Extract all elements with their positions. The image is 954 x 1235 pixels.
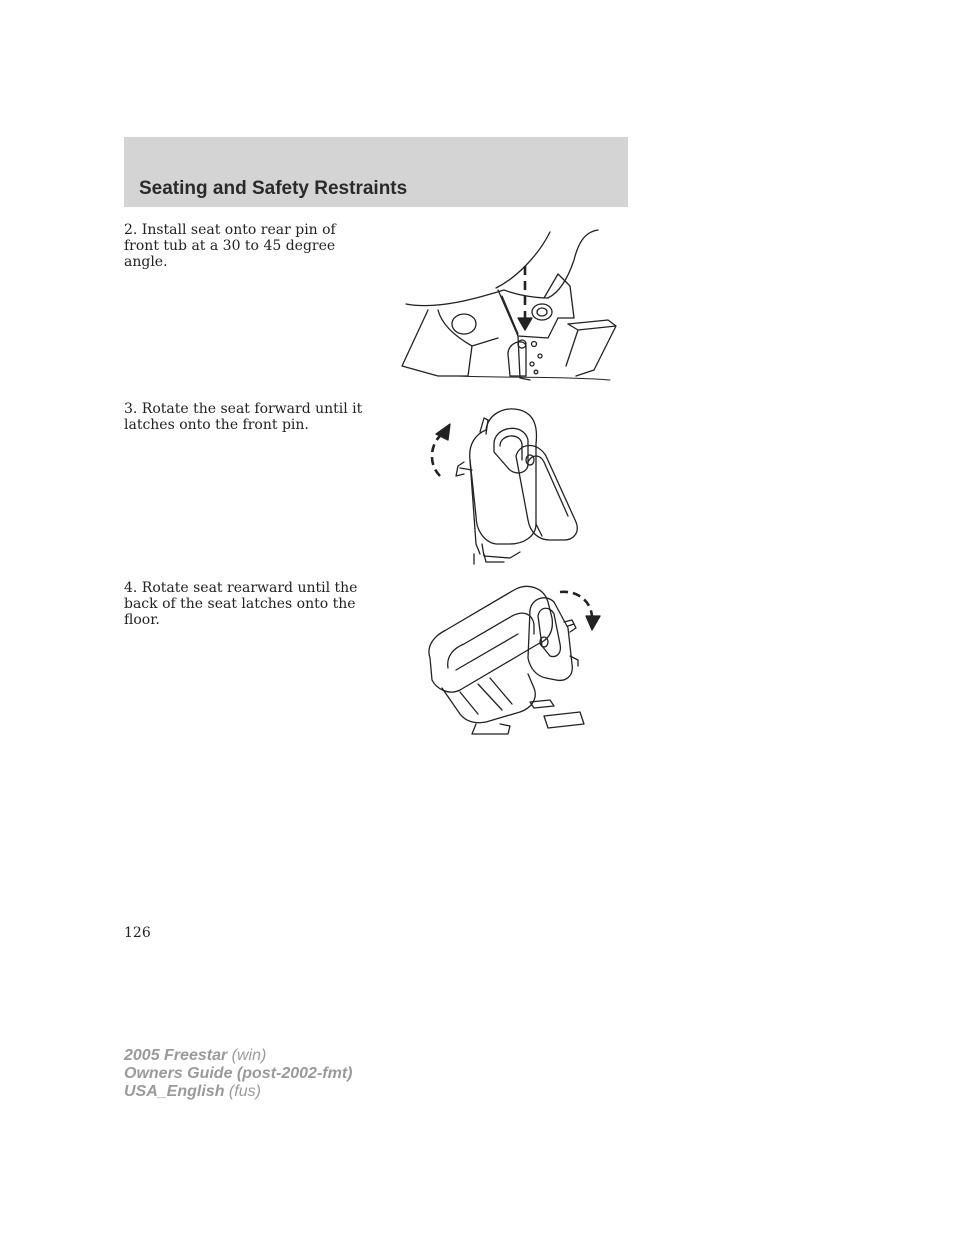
page-number: 126 [124,925,151,941]
footer-guide: Owners Guide (post-2002-fmt) [124,1065,353,1082]
footer-line-1 [124,1047,352,1065]
seat-rotate-forward-illustration [424,404,588,566]
footer-model: 2005 Freestar [124,1047,228,1064]
step-4-text: 4. Rotate seat rearward until the back of the seat latches onto the floor. [124,580,358,628]
footer-language: USA_English [124,1083,225,1100]
footer-model-code: (win) [231,1047,267,1064]
step-3-text: 3. Rotate the seat forward until it latches onto the front pin. [124,401,363,433]
footer-language-code: (fus) [228,1083,261,1100]
step-2-text: 2. Install seat onto rear pin of front tub at a 30 to 45 degree angle. [124,222,336,270]
seat-rotate-rearward-illustration [420,584,604,740]
section-title: Seating and Safety Restraints [139,178,408,199]
footer-line-3 [124,1083,352,1101]
seat-install-rear-pin-illustration [398,226,620,384]
footer-line-2 [124,1065,352,1083]
section-header [124,137,628,207]
document-footer [124,1047,352,1101]
